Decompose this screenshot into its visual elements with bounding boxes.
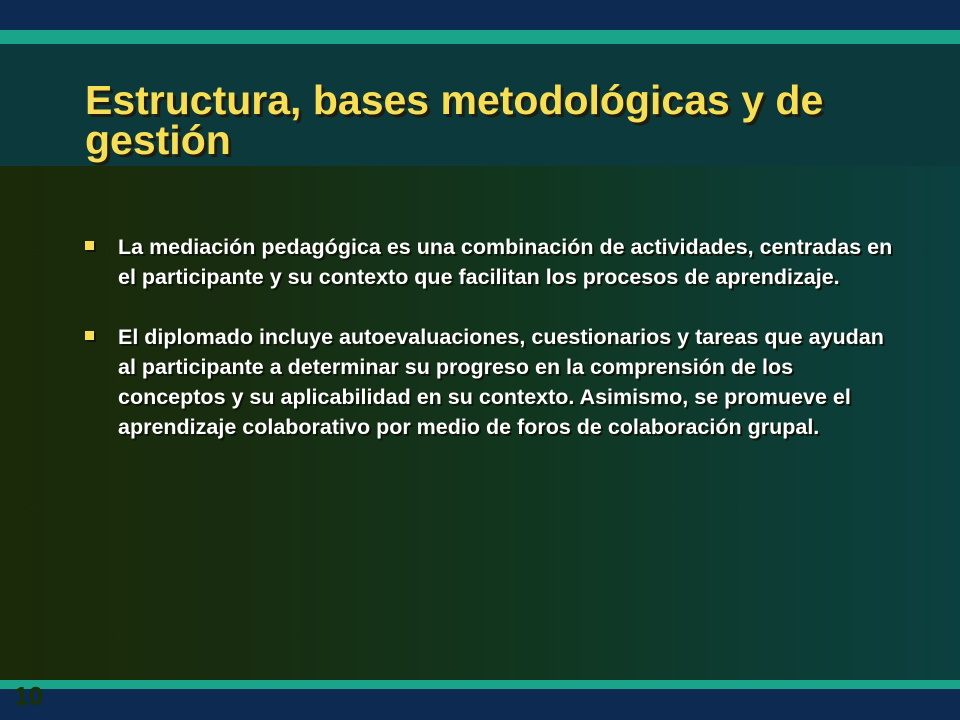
bullet-text: La mediación pedagógica es una combinación de actividades, centradas en el participante y su contexto que facilitan los procesos de aprendizaje. [118, 235, 893, 289]
bullet-list [80, 232, 900, 472]
square-bullet-icon [85, 331, 94, 340]
bottom-frame-bar [0, 689, 960, 720]
bottom-accent-bar [0, 680, 960, 689]
top-frame-bar [0, 0, 960, 30]
bullet-text: El diplomado incluye autoevaluaciones, cuestionarios y tareas que ayudan al participante a determinar su progreso en la comprensión de los conceptos y su aplicabilidad en su contexto. Asimismo, se promueve el aprendizaje colaborativo por medio de foros de colaboración grupal. [118, 325, 884, 439]
top-accent-bar [0, 30, 960, 44]
slide-title: Estructura, bases metodológicas y de gestión [85, 77, 824, 163]
slide-number: 10 [14, 681, 43, 711]
bullet-item [80, 232, 900, 292]
bullet-item [80, 322, 900, 442]
square-bullet-icon [85, 241, 94, 250]
